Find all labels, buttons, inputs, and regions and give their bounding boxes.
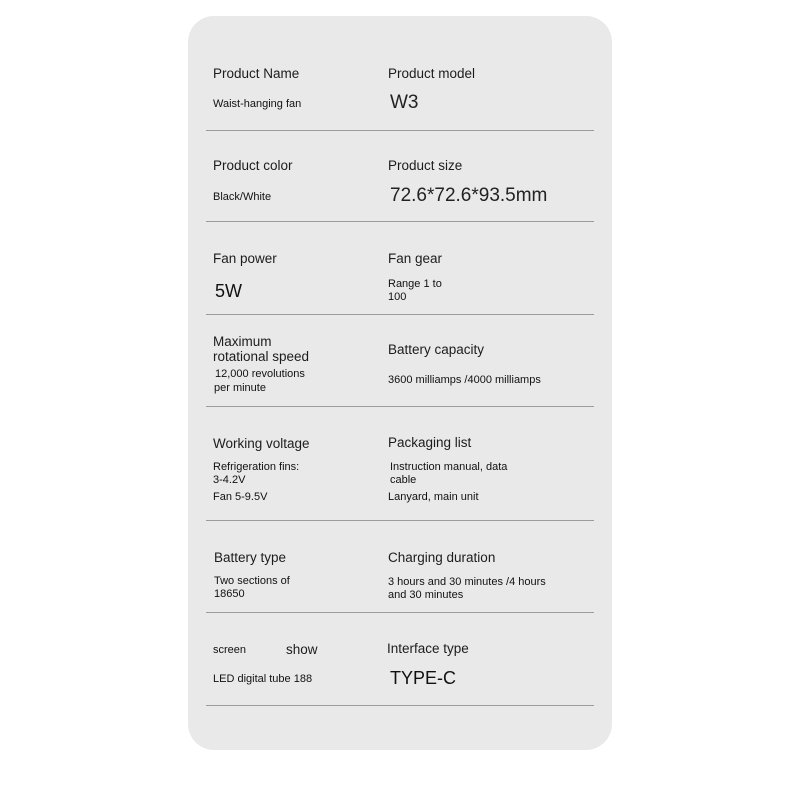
spec-label: Battery type (214, 550, 287, 565)
spec-row-battery-type (206, 520, 594, 613)
spec-label: Packaging list (388, 435, 472, 450)
spec-value: 5W (215, 281, 242, 301)
spec-row-screen-display (206, 612, 594, 706)
spec-label: screen (213, 644, 247, 656)
spec-row-fan-power (206, 221, 594, 315)
spec-value: per minute (214, 382, 266, 394)
spec-label: show (286, 642, 318, 657)
spec-label: Charging duration (388, 550, 496, 565)
spec-value: 3600 milliamps /4000 milliamps (388, 374, 541, 386)
spec-value: W3 (390, 92, 419, 113)
spec-label: rotational speed (213, 349, 310, 364)
spec-value: Black/White (213, 191, 272, 203)
spec-value: Range 1 to (388, 278, 442, 290)
spec-label: Fan gear (388, 251, 443, 266)
spec-label: Product size (388, 158, 463, 173)
spec-value: 3-4.2V (213, 474, 246, 486)
spec-value: LED digital tube 188 (213, 673, 313, 685)
spec-label: Product Name (213, 66, 300, 81)
spec-value: Refrigeration fins: (213, 461, 300, 473)
spec-value: Waist-hanging fan (213, 98, 302, 110)
spec-label: Fan power (213, 251, 277, 266)
spec-label: Maximum (213, 334, 272, 349)
spec-card (188, 16, 612, 750)
spec-label: Product color (213, 158, 293, 173)
spec-row-rotational-speed (206, 314, 594, 407)
spec-value: Instruction manual, data (390, 461, 508, 473)
spec-label: Battery capacity (388, 342, 485, 357)
spec-value: 3 hours and 30 minutes /4 hours (388, 576, 546, 588)
spec-row-product-name (206, 52, 594, 131)
spec-value: and 30 minutes (388, 589, 464, 601)
spec-label: Product model (388, 66, 476, 81)
spec-label: Interface type (387, 641, 469, 656)
spec-value: 18650 (214, 588, 245, 600)
spec-value: Lanyard, main unit (388, 491, 479, 503)
spec-value: 72.6*72.6*93.5mm (390, 185, 548, 206)
spec-row-working-voltage (206, 406, 594, 521)
spec-value: cable (390, 474, 417, 486)
spec-row-product-color (206, 130, 594, 222)
spec-label: Working voltage (213, 436, 310, 451)
spec-value: Fan 5-9.5V (213, 491, 268, 503)
spec-value: Two sections of (214, 575, 290, 587)
spec-value: 12,000 revolutions (215, 368, 305, 380)
spec-value: TYPE-C (390, 668, 457, 688)
spec-value: 100 (388, 291, 407, 303)
